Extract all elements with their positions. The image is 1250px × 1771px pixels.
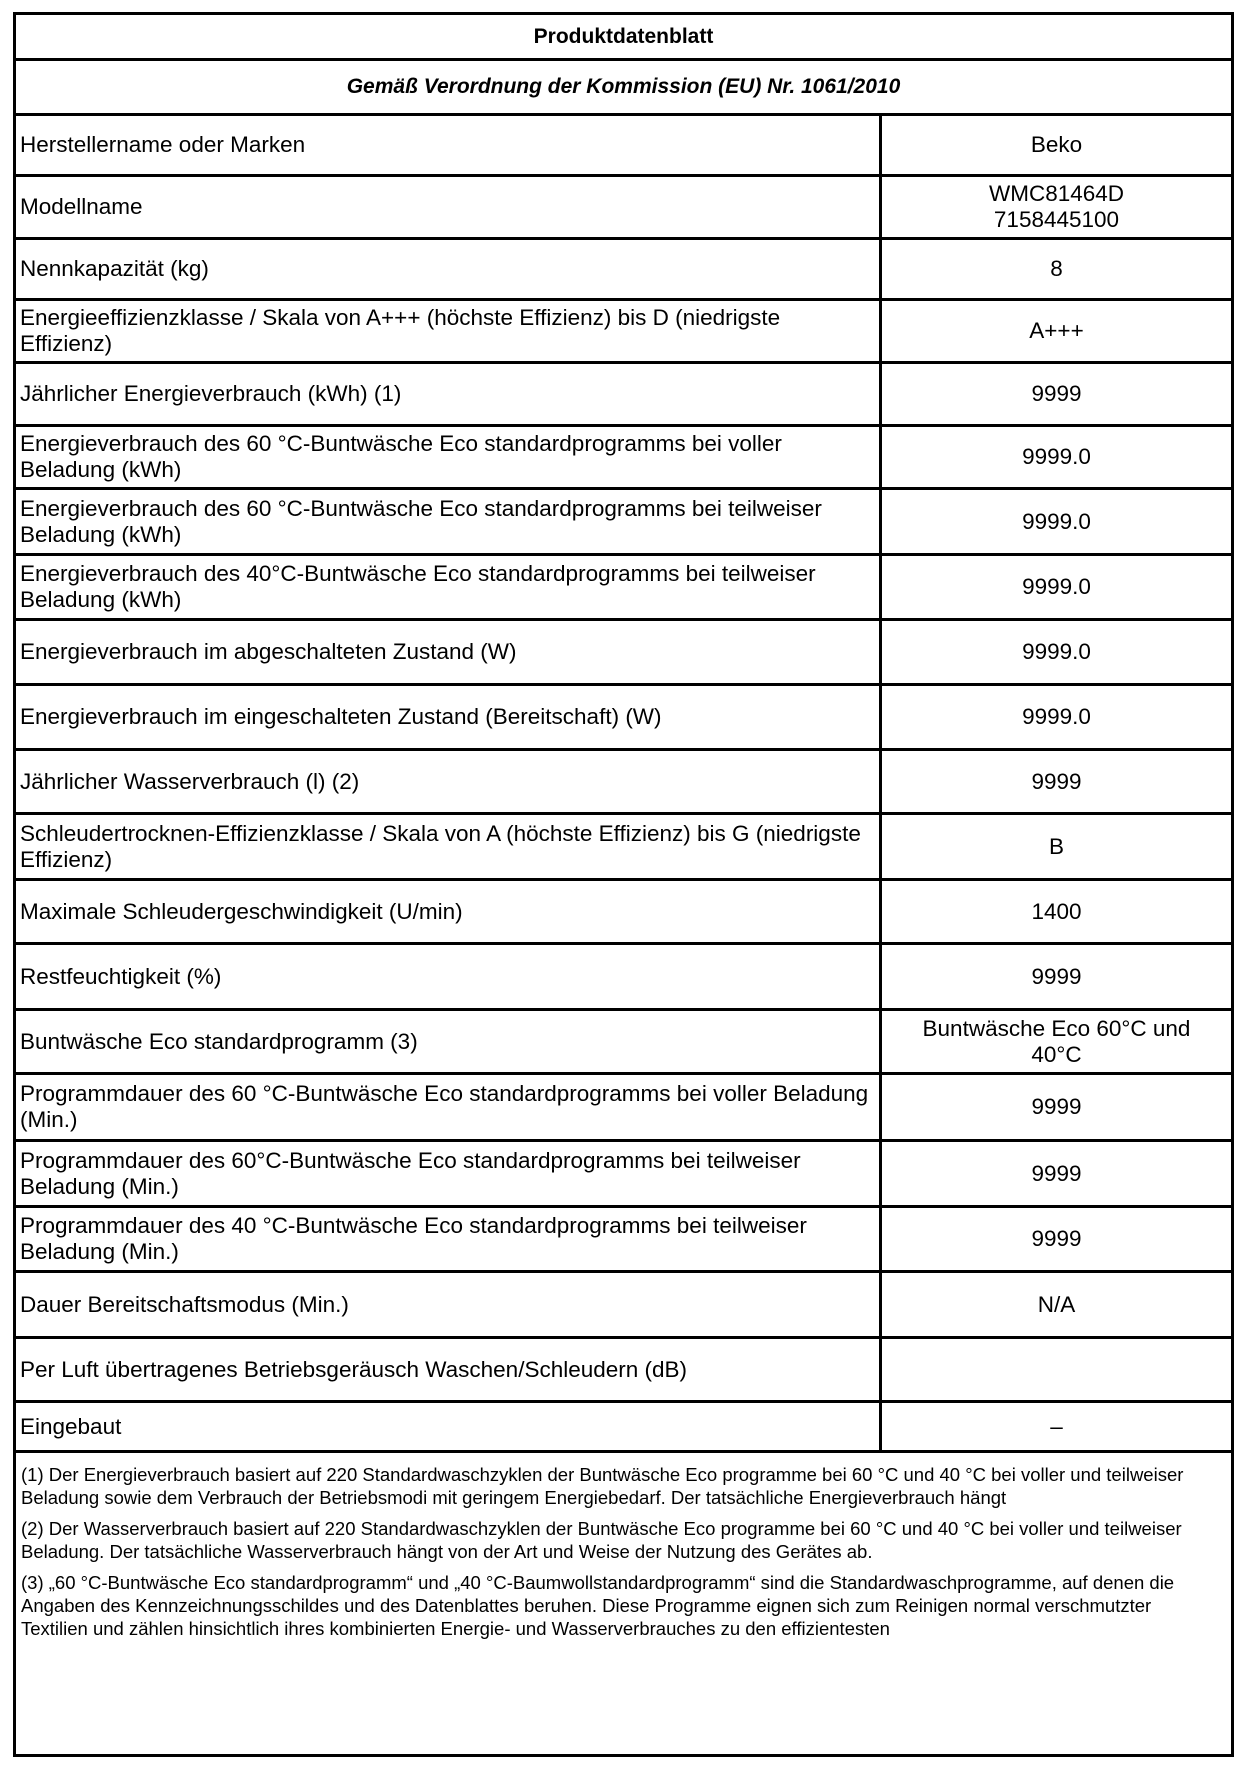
row-label: Energieeffizienzklasse / Skala von A+++ (höchste Effizienz) bis D (niedrigste Effizienz) [16,301,882,361]
row-label: Jährlicher Wasserverbrauch (l) (2) [16,751,882,812]
row-label: Buntwäsche Eco standardprogramm (3) [16,1011,882,1072]
row-label: Per Luft übertragenes Betriebsgeräusch Waschen/Schleudern (dB) [16,1339,882,1400]
row-label: Nennkapazität (kg) [16,240,882,298]
row-value: 9999 [1031,1226,1082,1251]
footnote: (3) „60 °C-Buntwäsche Eco standardprogramm“ und „40 °C-Baumwollstandardprogramm“ sind die Standardwaschprogramme, auf denen die Angaben des Kennzeichnungsschildes und des Datenblattes beruhen. Diese Programme eignen sich zum Reinigen normal verschmutzter Textilien und zählen hinsichtlich ihres kombinierten Energie- und Wasserverbrauches zu den effizientesten [21,1572,1175,1639]
product-data-sheet [13,12,1234,1757]
row-value: 9999.0 [1022,574,1091,599]
sheet-title: Produktdatenblatt [16,15,1231,61]
row-label: Schleudertrocknen-Effizienzklasse / Skala von A (höchste Effizienz) bis G (niedrigste Effizienz) [16,815,882,878]
row-value: 9999.0 [1022,704,1091,729]
row-label: Herstellername oder Marken [16,116,882,174]
table-row [16,621,1231,686]
row-label: Energieverbrauch im eingeschalteten Zustand (Bereitschaft) (W) [16,686,882,748]
row-value: B [1048,833,1064,859]
table-row [16,1142,1231,1208]
row-value: 9999 [1031,768,1082,794]
row-value [882,1339,1231,1400]
table-row [16,751,1231,815]
row-value: Beko [1030,132,1083,157]
row-value: – [1050,1413,1063,1439]
table-row [16,686,1231,751]
table-row [16,1208,1231,1273]
row-value: 9999.0 [1022,508,1091,534]
row-label: Energieverbrauch des 60 °C-Buntwäsche Eco standardprogramms bei voller Beladung (kWh) [16,427,882,487]
table-row [16,1339,1231,1403]
row-value: 9999 [1031,963,1082,989]
table-row [16,301,1231,364]
footnote: (1) Der Energieverbrauch basiert auf 220 Standardwaschzyklen der Buntwäsche Eco programme bei 60 °C und 40 °C bei voller und teilweiser Beladung sowie dem Verbrauch der Betriebsmodi mit geringem Energiebedarf. Der tatsächliche Energieverbrauch hängt [21,1464,1184,1508]
row-label: Programmdauer des 60°C-Buntwäsche Eco standardprogramms bei teilweiser Beladung (Min.) [16,1142,882,1205]
table-row [16,1273,1231,1339]
table-row [16,1011,1231,1075]
row-value: 9999.0 [1022,639,1091,664]
table-row [16,116,1231,177]
row-value: 8 [1050,256,1063,281]
row-label: Dauer Bereitschaftsmodus (Min.) [16,1273,882,1336]
table-row [16,240,1231,301]
table-row [16,177,1231,240]
table-row [16,556,1231,621]
row-label: Programmdauer des 40 °C-Buntwäsche Eco standardprogramms bei teilweiser Beladung (Min.) [16,1208,882,1270]
table-row [16,1075,1231,1142]
row-label: Programmdauer des 60 °C-Buntwäsche Eco standardprogramms bei voller Beladung (Min.) [16,1075,882,1139]
row-value: 9999 [1031,381,1082,406]
table-row [16,1403,1231,1453]
row-value: A+++ [1029,318,1084,343]
row-label: Jährlicher Energieverbrauch (kWh) (1) [16,364,882,424]
row-label: Energieverbrauch des 40°C-Buntwäsche Eco standardprogramms bei teilweiser Beladung (kWh) [16,556,882,618]
row-value: 1400 [1031,898,1082,924]
row-label: Modellname [16,177,882,237]
row-value: 9999.0 [1022,444,1091,469]
row-label: Energieverbrauch des 60 °C-Buntwäsche Eco standardprogramms bei teilweiser Beladung (kWh) [16,490,882,553]
table-row [16,945,1231,1011]
table-row [16,427,1231,490]
row-label: Energieverbrauch im abgeschalteten Zustand (W) [16,621,882,683]
footnote: (2) Der Wasserverbrauch basiert auf 220 Standardwaschzyklen der Buntwäsche Eco programme bei 60 °C und 40 °C bei voller und teilweiser Beladung. Der tatsächliche Wasserverbrauch hängt von der Art und Weise der Nutzung des Gerätes ab. [21,1518,1182,1562]
row-label: Maximale Schleudergeschwindigkeit (U/min) [16,881,882,942]
table-row [16,815,1231,881]
table-row [16,364,1231,427]
table-row [16,881,1231,945]
row-value: Buntwäsche Eco 60°C und 40°C [922,1015,1191,1067]
footnotes [16,1453,1231,1640]
row-value: 9999 [1031,1160,1082,1186]
row-label: Eingebaut [16,1403,882,1450]
row-value: N/A [1037,1291,1076,1317]
row-label: Restfeuchtigkeit (%) [16,945,882,1008]
table-row [16,490,1231,556]
sheet-subtitle: Gemäß Verordnung der Kommission (EU) Nr. 1061/2010 [16,61,1231,116]
row-value: 9999 [1031,1094,1082,1119]
row-value: WMC81464D 7158445100 [988,181,1125,232]
